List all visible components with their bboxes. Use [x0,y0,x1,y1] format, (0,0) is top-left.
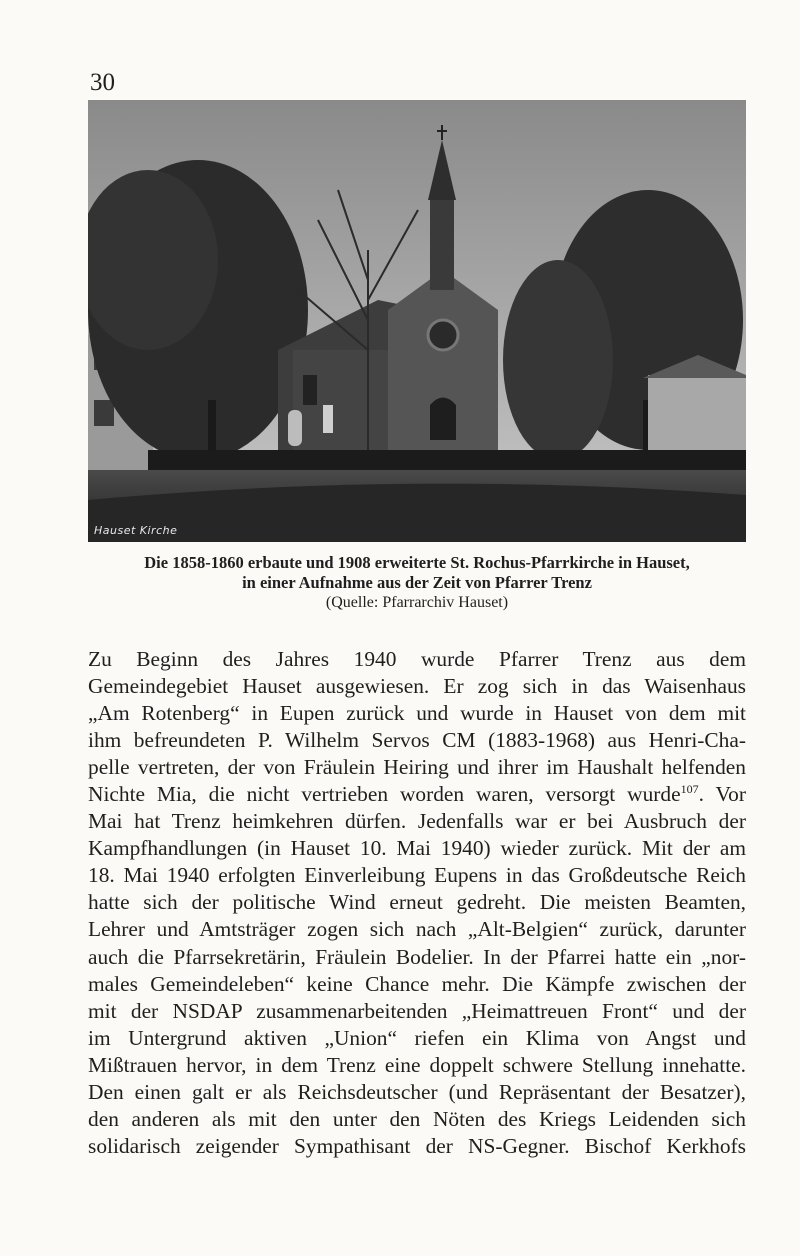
page-number: 30 [90,69,115,96]
body-line-6 [88,781,746,808]
body-line-3: „Am Rotenberg“ in Eupen zurück und wurde in Hauset von dem mit [88,701,746,726]
footnote-reference: 107 [680,782,699,797]
body-line-1: Zu Beginn des Jahres 1940 wurde Pfarrer Trenz aus dem [88,647,746,671]
body-line-2: Gemeindegebiet Hauset ausgewiesen. Er zog sich in das Waisenhaus [88,674,746,699]
caption-source: (Quelle: Pfarrarchiv Hauset) [325,594,509,611]
body-line-5: pelle vertreten, der von Fräulein Heiring und ihrer im Haushalt helfenden [88,755,746,780]
body-line-14: mit der NSDAP zusammenarbeitenden „Heimattreuen Front“ und der [88,998,746,1023]
body-line-15: im Untergrund aktiven „Union“ riefen ein Klima von Angst und [88,1025,746,1050]
figure-caption [88,553,746,613]
body-line-8: Kampfhandlungen (in Hauset 10. Mai 1940) wieder zurück. Mit der am [88,836,746,861]
body-line-19: solidarisch zeigender Sympathisant der NS-Gegner. Bischof Kerkhofs [88,1133,746,1158]
church-photo-illustration [88,100,746,542]
body-line-4: ihm befreundeten P. Wilhelm Servos CM (1883-1968) aus Henri-Cha- [88,728,746,753]
body-line-6-text: Nichte Mia, die nicht vertrieben worden waren, versorgt wurde [88,782,681,807]
photo-inscription: Hauset Kirche [94,524,178,537]
body-line-7: Mai hat Trenz heimkehren dürfen. Jedenfalls war er bei Ausbruch der [88,809,746,834]
body-text [88,646,746,1160]
body-line-18: den anderen als mit den unter den Nöten des Kriegs Leidenden sich [88,1106,746,1131]
body-line-10: hatte sich der politische Wind erneut gedreht. Die meisten Beamten, [88,890,746,915]
body-line-16: Mißtrauen hervor, in dem Trenz eine doppelt schwere Stellung innehatte. [88,1052,746,1077]
body-line-17: Den einen galt er als Reichsdeutscher (und Repräsentant der Besatzer), [88,1079,746,1104]
body-line-12: auch die Pfarrsekretärin, Fräulein Bodelier. In der Pfarrei hatte ein „nor- [88,944,746,969]
church-photo [88,100,746,542]
body-line-11: Lehrer und Amtsträger zogen sich nach „Alt-Belgien“ zurück, darunter [88,917,746,942]
caption-line-1: Die 1858-1860 erbaute und 1908 erweiterte St. Rochus-Pfarrkirche in Hauset, [144,553,690,572]
body-line-6-tail: . Vor [698,782,747,807]
caption-line-2: in einer Aufnahme aus der Zeit von Pfarrer Trenz [242,573,592,592]
body-line-9: 18. Mai 1940 erfolgten Einverleibung Eupens in das Großdeutsche Reich [88,863,746,888]
body-line-13: males Gemeindeleben“ keine Chance mehr. Die Kämpfe zwischen der [88,971,746,996]
